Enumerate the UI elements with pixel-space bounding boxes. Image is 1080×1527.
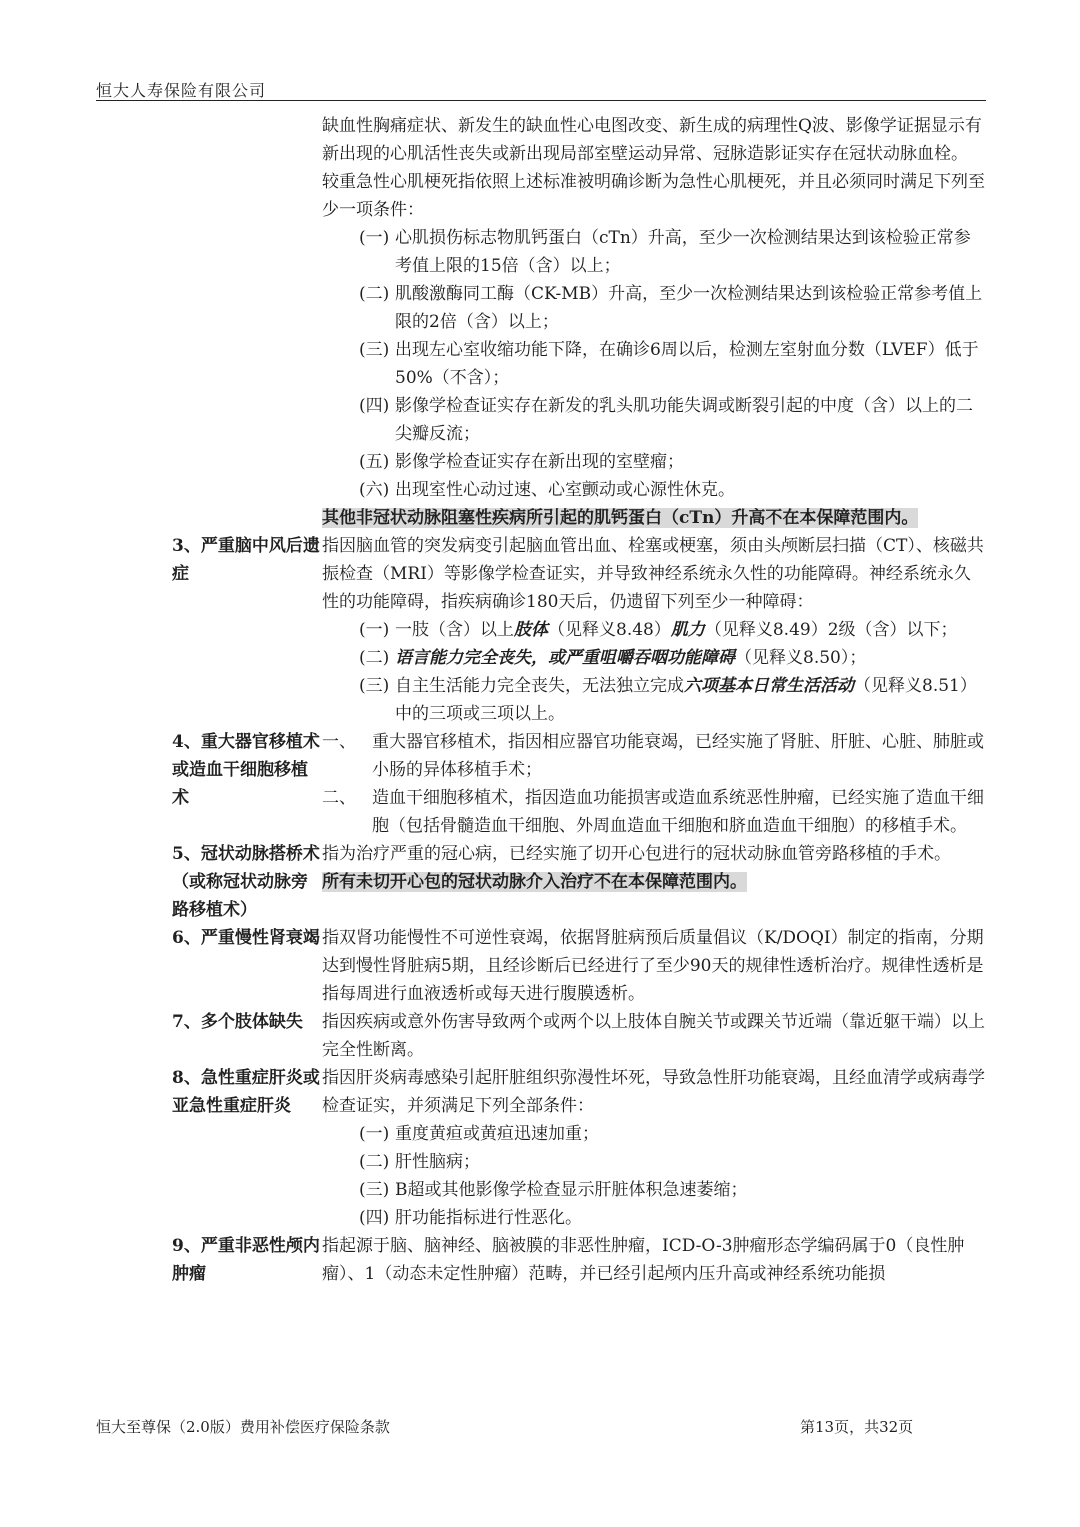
section-term: 3、严重脑中风后遗症 [172,536,320,584]
section-term: 5、冠状动脉搭桥术（或称冠状动脉旁路移植术） [172,844,320,920]
exclusion-note: 其他非冠状动脉阻塞性疾病所引起的肌钙蛋白（cTn）升高不在本保障范围内。 [322,508,919,528]
section-term: 7、多个肢体缺失 [172,1012,303,1032]
section-9 [0,1232,1080,1288]
list-item: (四) 肝功能指标进行性恶化。 [359,1208,582,1228]
list-item: 一、 重大器官移植术，指因相应器官功能衰竭，已经实施了肾脏、肝脏、心脏、肺脏或小肠的异体移植手术； [322,732,984,780]
section-term: 8、急性重症肝炎或亚急性重症肝炎 [172,1068,320,1116]
section-8 [0,1064,1080,1232]
section-text: 指因疾病或意外伤害导致两个或两个以上肢体自腕关节或踝关节近端（靠近躯干端）以上完全性断离。 [322,1012,985,1060]
section-7 [0,1008,1080,1064]
list-item: (二) 肝性脑病； [359,1152,480,1172]
list-item: 二、 造血干细胞移植术，指因造血功能损害或造血系统恶性肿瘤，已经实施了造血干细胞（包括骨髓造血干细胞、外周血造血干细胞和脐血造血干细胞）的移植手术。 [322,788,984,836]
footer-product-name: 恒大至尊保（2.0版）费用补偿医疗保险条款 [96,1418,390,1436]
list-item: (三) 自主生活能力完全丧失，无法独立完成六项基本日常生活活动（见释义8.51）中的三项或三项以上。 [359,676,977,724]
page-header-company: 恒大人寿保险有限公司 [96,81,267,100]
section-4 [0,728,1080,840]
list-item: (三) B超或其他影像学检查显示肝脏体积急速萎缩； [359,1180,748,1200]
list-item: (二) 肌酸激酶同工酶（CK-MB）升高，至少一次检测结果达到该检验正常参考值上限的2倍（含）以上； [359,284,983,332]
footer-page-number: 第13页，共32页 [800,1418,914,1436]
header-divider [96,100,986,101]
section-2-intro: 较重急性心肌梗死指依照上述标准被明确诊断为急性心肌梗死，并且必须同时满足下列至少一项条件： [322,172,985,220]
list-item: (一) 心肌损伤标志物肌钙蛋白（cTn）升高，至少一次检测结果达到该检验正常参考值上限的15倍（含）以上； [359,228,971,276]
list-item: (六) 出现室性心动过速、心室颤动或心源性休克。 [359,480,735,500]
page-content [0,112,1080,1288]
list-item: (三) 出现左心室收缩功能下降，在确诊6周以后，检测左室射血分数（LVEF）低于50%（不含）； [359,340,979,388]
list-item: (二) 语言能力完全丧失，或严重咀嚼吞咽功能障碍（见释义8.50）； [359,648,867,668]
section-text: 指因肝炎病毒感染引起肝脏组织弥漫性坏死，导致急性肝功能衰竭，且经血清学或病毒学检查证实，并须满足下列全部条件： [322,1068,985,1116]
section-6 [0,924,1080,1008]
section-5 [0,840,1080,924]
section-text: 指为治疗严重的冠心病，已经实施了切开心包进行的冠状动脉血管旁路移植的手术。 [322,844,951,864]
section-term: 9、严重非恶性颅内肿瘤 [172,1236,320,1284]
section-term: 4、重大器官移植术或造血干细胞移植术 [172,732,320,808]
section-2-continuation-text: 缺血性胸痛症状、新发生的缺血性心电图改变、新生成的病理性Q波、影像学证据显示有新出现的心肌活性丧失或新出现局部室壁运动异常、冠脉造影证实存在冠状动脉血栓。 [322,116,982,164]
list-item: (一) 一肢（含）以上肢体（见释义8.48）肌力（见释义8.49）2级（含）以下； [359,620,958,640]
section-term: 6、严重慢性肾衰竭 [172,928,320,948]
exclusion-note: 所有未切开心包的冠状动脉介入治疗不在本保障范围内。 [322,872,747,892]
list-item: (五) 影像学检查证实存在新出现的室壁瘤； [359,452,684,472]
list-item: (一) 重度黄疸或黄疸迅速加重； [359,1124,599,1144]
section-3 [0,532,1080,728]
section-2-continued [0,112,1080,532]
section-text: 指起源于脑、脑神经、脑被膜的非恶性肿瘤，ICD-O-3肿瘤形态学编码属于0（良性肿瘤）、1（动态未定性肿瘤）范畴，并已经引起颅内压升高或神经系统功能损 [322,1236,965,1284]
list-item: (四) 影像学检查证实存在新发的乳头肌功能失调或断裂引起的中度（含）以上的二尖瓣反流； [359,396,973,444]
section-text: 指双肾功能慢性不可逆性衰竭，依据肾脏病预后质量倡议（K/DOQI）制定的指南，分期达到慢性肾脏病5期，且经诊断后已经进行了至少90天的规律性透析治疗。规律性透析是指每周进行血液透析或每天进行腹膜透析。 [322,928,984,1004]
section-text: 指因脑血管的突发病变引起脑血管出血、栓塞或梗塞，须由头颅断层扫描（CT）、核磁共振检查（MRI）等影像学检查证实，并导致神经系统永久性的功能障碍。神经系统永久性的功能障碍，指疾病确诊180天后，仍遗留下列至少一种障碍： [322,536,984,612]
